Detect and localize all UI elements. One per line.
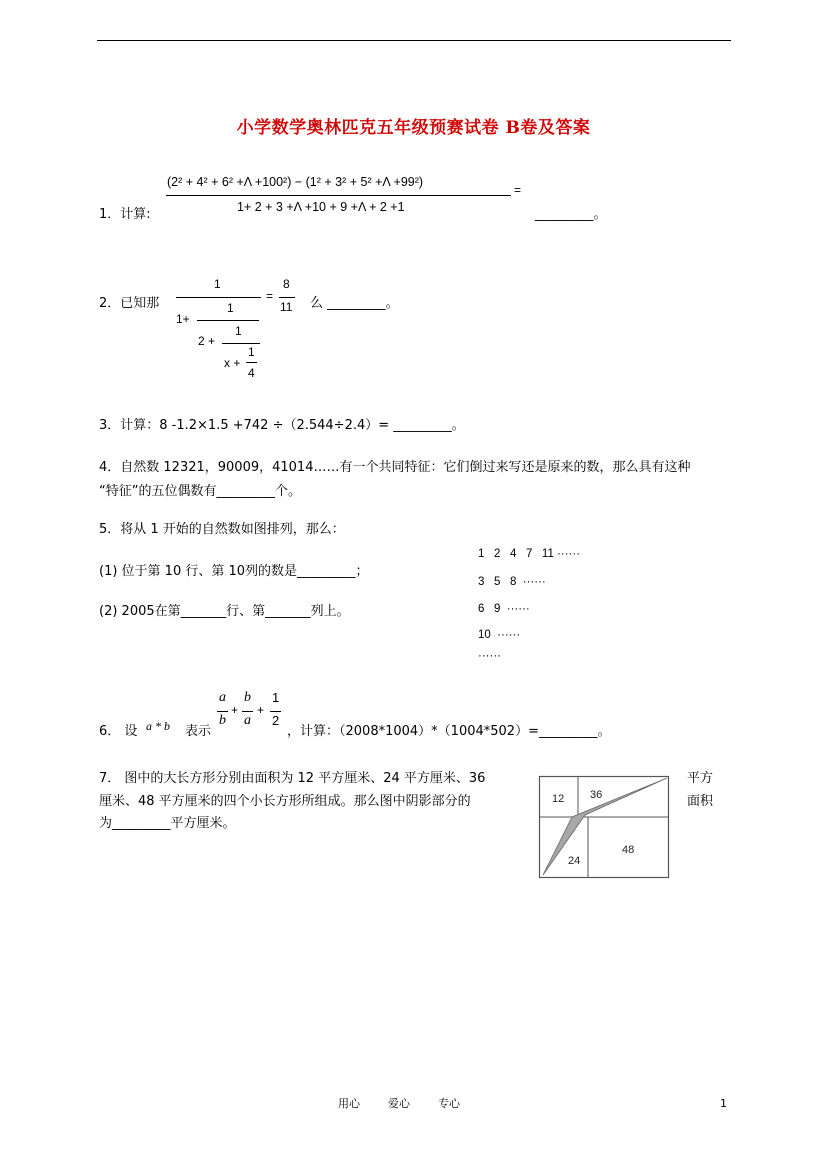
q7-line2-end: 面积: [687, 794, 714, 809]
q6-plus2: +: [257, 703, 265, 717]
q6-mid: 表示: [185, 724, 212, 739]
q2-mid-bar: [197, 320, 259, 321]
footer-motto-1: 用心: [338, 1097, 360, 1110]
q6-frac1-bar: [217, 711, 228, 712]
q6-frac1-den: b: [219, 713, 226, 728]
q6-frac1-num: a: [219, 690, 226, 705]
q6-frac2-den: a: [244, 713, 251, 728]
q7-area-24: 24: [568, 855, 581, 867]
q6-plus1: +: [231, 703, 239, 717]
q2-rhs-bar: [279, 297, 295, 298]
q2-top-one: 1: [214, 277, 221, 291]
q6-frac2-bar: [242, 711, 253, 712]
q2-rhs-den: 11: [280, 300, 293, 314]
q6-frac3-bar: [270, 711, 281, 712]
footer-motto-2: 爱心: [388, 1097, 410, 1110]
q7-line3: 为_________平方厘米。: [99, 816, 236, 831]
q1-equals: =: [514, 183, 522, 197]
page-number: 1: [720, 1097, 727, 1110]
q6-frac3-den: 2: [272, 713, 280, 728]
q3-text: 3．计算：8 -1.2×1.5 +742 ÷（2.544÷2.4）= _________。: [99, 418, 465, 433]
q2-quarter-bar: [246, 362, 257, 363]
q4-line1: 4．自然数 12321，90009，41014……有一个共同特征：它们倒过来写还是原来的数，那么具有这种: [99, 460, 691, 475]
header-rule: [97, 40, 731, 41]
q7-line1-end: 平方: [687, 771, 714, 786]
q6-frac3-num: 1: [272, 690, 280, 705]
q7-line2: 厘米、48 平方厘米的四个小长方形所组成。那么图中阴影部分的: [99, 794, 471, 809]
q2-one-plus: 1+: [176, 312, 190, 326]
q5-part1: (1) 位于第 10 行、第 10列的数是_________；: [99, 564, 369, 579]
q5-part2: (2) 2005在第_______行、第_______列上。: [99, 604, 350, 619]
q7-area-12: 12: [552, 793, 565, 805]
q2-equals: =: [266, 289, 274, 303]
q2-quarter-den: 4: [248, 366, 255, 380]
q7-rectangle-figure: [538, 775, 671, 880]
q6-operation: a * b: [146, 719, 170, 733]
q5-intro: 5．将从 1 开始的自然数如图排列，那么：: [99, 522, 345, 537]
q5-grid-row-4: 10 ······: [478, 629, 521, 641]
q2-inner-one: 1: [235, 324, 242, 338]
q1-numerator: (2² + 4² + 6² +Λ +100²) − (1² + 3² + 5² +Λ +99²): [167, 175, 424, 189]
page-title: 小学数学奥林匹克五年级预赛试卷 B卷及答案: [236, 118, 591, 138]
q2-tail: 么 _________。: [310, 296, 399, 311]
q2-quarter-num: 1: [248, 345, 255, 359]
q2-outer-bar: [176, 297, 261, 298]
q4-line2: “特征”的五位偶数有_________个。: [99, 484, 301, 499]
q2-two-plus: 2 +: [198, 334, 216, 348]
q6-prefix: 6． 设: [99, 724, 138, 739]
footer-motto-3: 专心: [438, 1097, 460, 1110]
q5-grid-row-1: 1 2 4 7 11 ······: [478, 548, 581, 560]
q1-fraction-bar: [166, 195, 511, 196]
q7-area-36: 36: [590, 789, 603, 801]
q7-line1: 7． 图中的大长方形分别由面积为 12 平方厘米、24 平方厘米、36: [99, 771, 486, 786]
q2-label: 2．已知那: [99, 296, 160, 311]
q2-inner-bar: [222, 343, 260, 344]
q5-grid-row-2: 3 5 8 ······: [478, 576, 546, 588]
q2-x-plus: x +: [224, 356, 241, 370]
q7-outer-rectangle: [540, 777, 669, 878]
q7-area-48: 48: [622, 844, 635, 856]
q1-label: 1．计算:: [99, 207, 151, 222]
q1-denominator: 1+ 2 + 3 +Λ +10 + 9 +Λ + 2 +1: [237, 200, 405, 214]
q2-rhs-num: 8: [283, 277, 290, 291]
q2-mid-one: 1: [227, 301, 234, 315]
q5-grid-row-5: ······: [478, 650, 501, 662]
q5-grid-row-3: 6 9 ······: [478, 603, 530, 615]
q6-suffix: ，计算：（2008*1004）*（1004*502）=_________。: [287, 724, 611, 739]
q1-answer-blank: _________。: [535, 207, 607, 222]
q6-frac2-num: b: [244, 690, 251, 705]
